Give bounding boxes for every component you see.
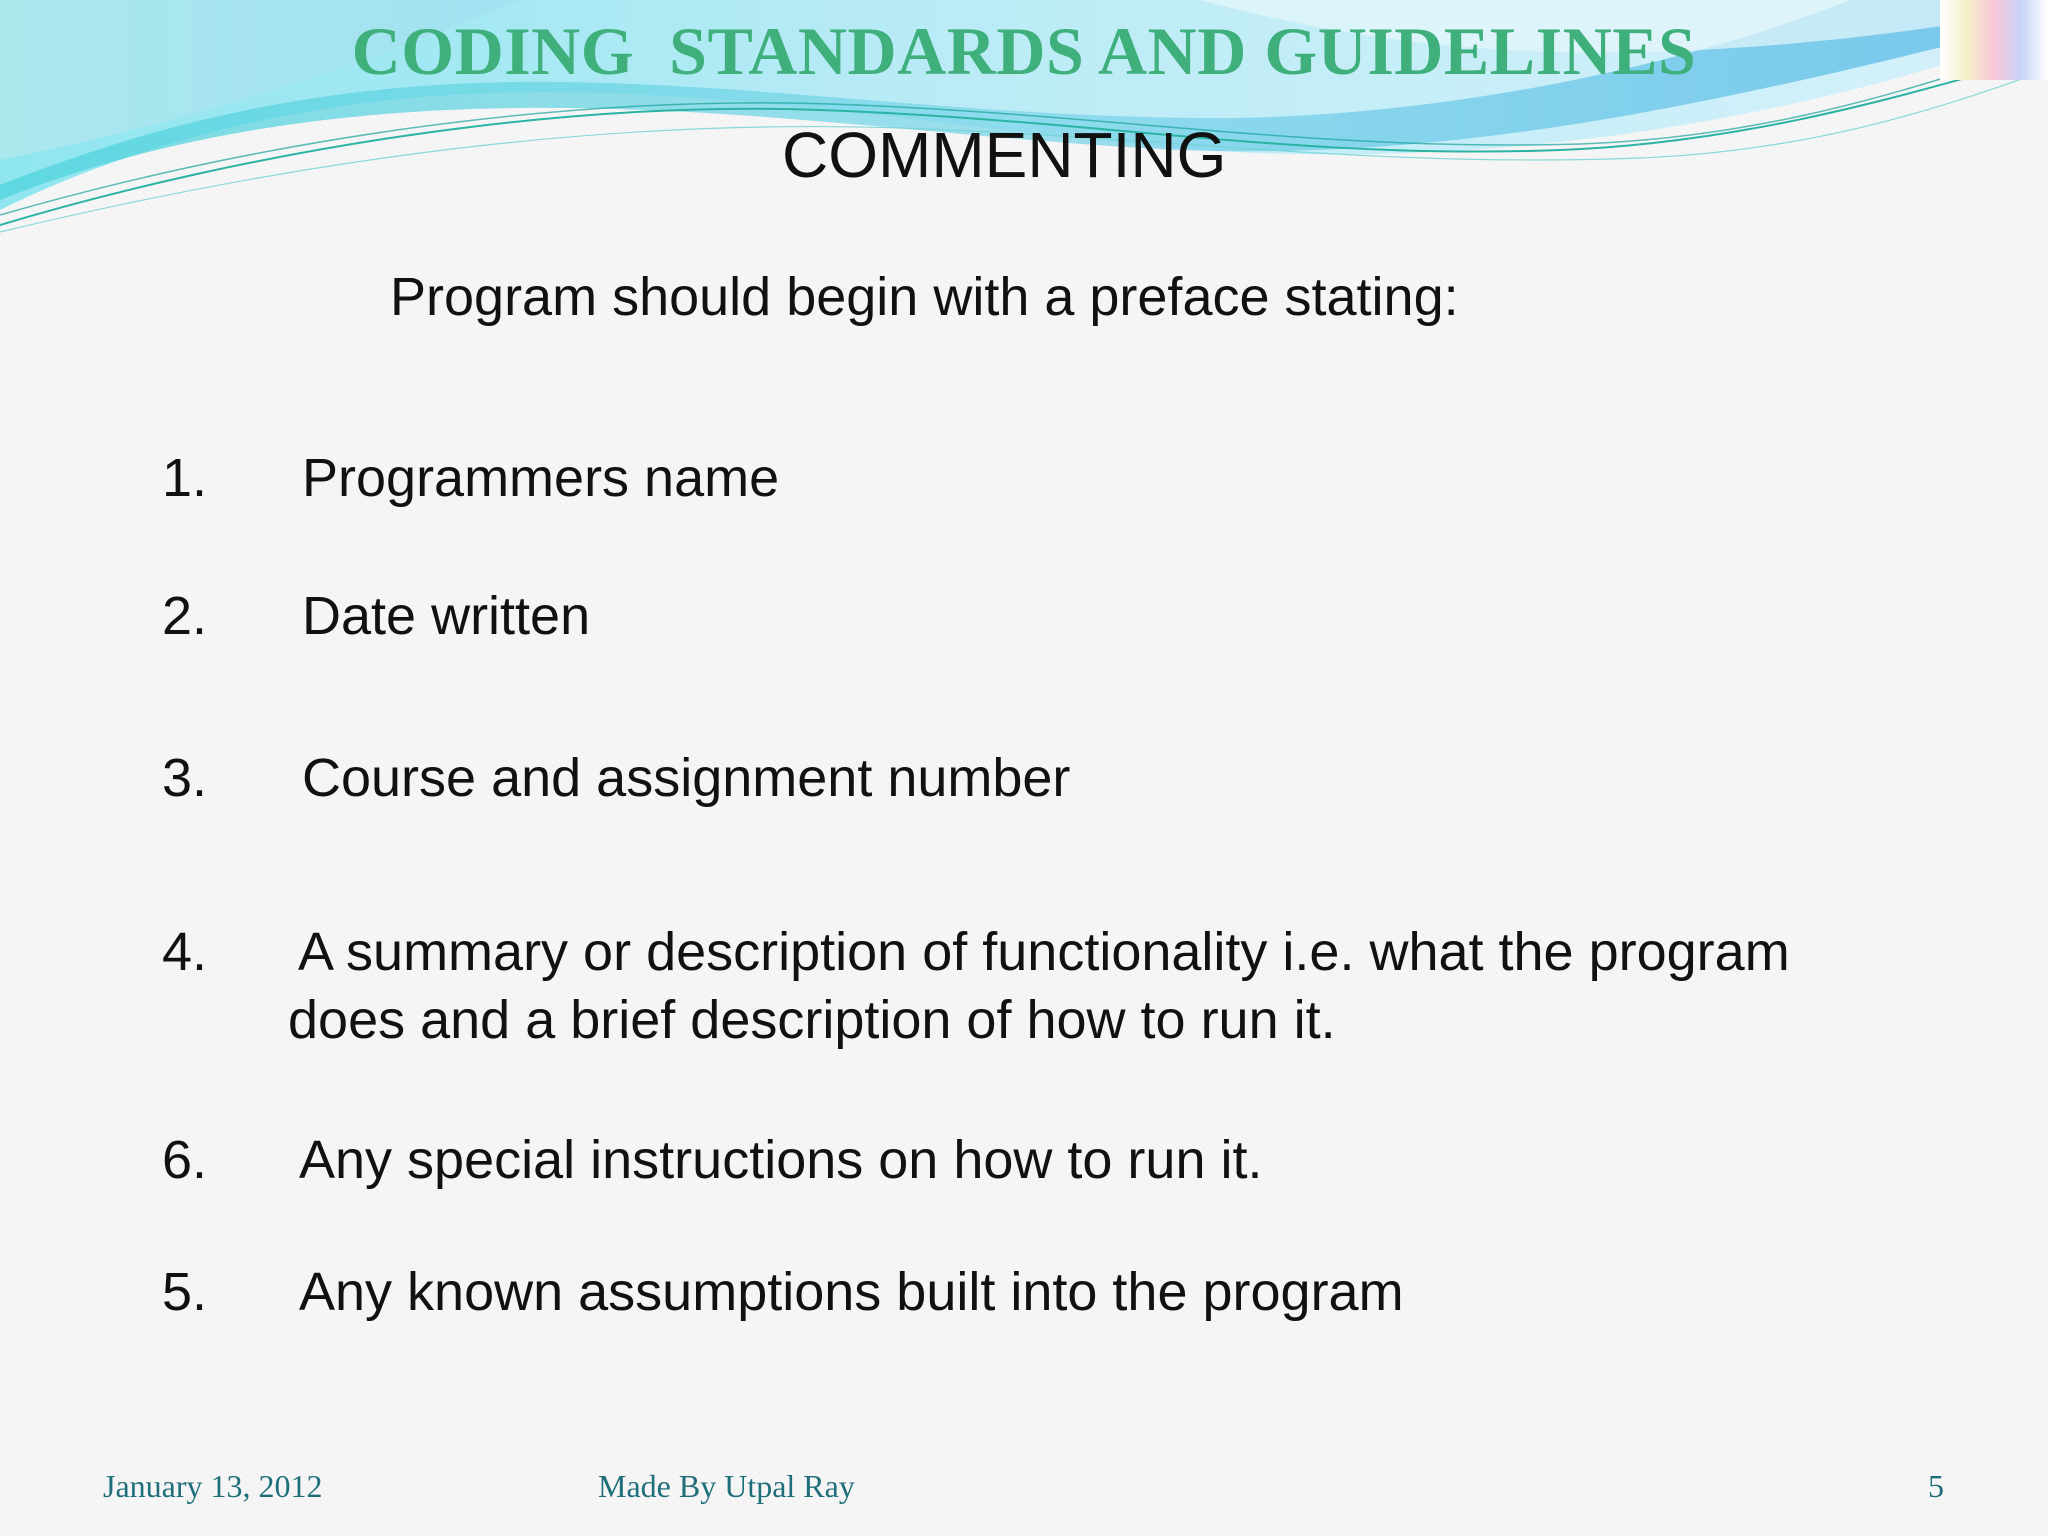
list-item (162, 918, 1922, 1054)
list-item-number: 1. (162, 448, 208, 508)
list-item (162, 1258, 1922, 1326)
list-item-text: A summary or description of functionality i.e. what the program (298, 922, 1790, 982)
list-item (162, 582, 1922, 650)
footer-page-number: 5 (1928, 1468, 1944, 1504)
slide-title: COMMENTING (782, 119, 1227, 191)
list-item-number: 3. (162, 748, 208, 808)
list-item-text: Any known assumptions built into the program (299, 1262, 1404, 1322)
footer-author: Made By Utpal Ray (598, 1468, 855, 1504)
list-item-text: Course and assignment number (302, 748, 1071, 808)
list-item-number: 6. (162, 1130, 208, 1190)
list-item (162, 1126, 1922, 1194)
list-item-number: 5. (162, 1262, 208, 1322)
list-item-number: 4. (162, 922, 208, 982)
list-item-text: Date written (302, 586, 591, 646)
list-item (162, 444, 1922, 512)
intro-text: Program should begin with a preface stating: (390, 267, 1459, 327)
footer-date: January 13, 2012 (103, 1468, 323, 1504)
list-item (162, 744, 1922, 812)
list-item-number: 2. (162, 586, 208, 646)
list-item-text: Any special instructions on how to run it. (299, 1130, 1263, 1190)
deck-title: CODING STANDARDS AND GUIDELINES (351, 13, 1697, 89)
list-item-text: Programmers name (302, 448, 780, 508)
list-item-text-continued: does and a brief description of how to run it. (288, 990, 1336, 1050)
